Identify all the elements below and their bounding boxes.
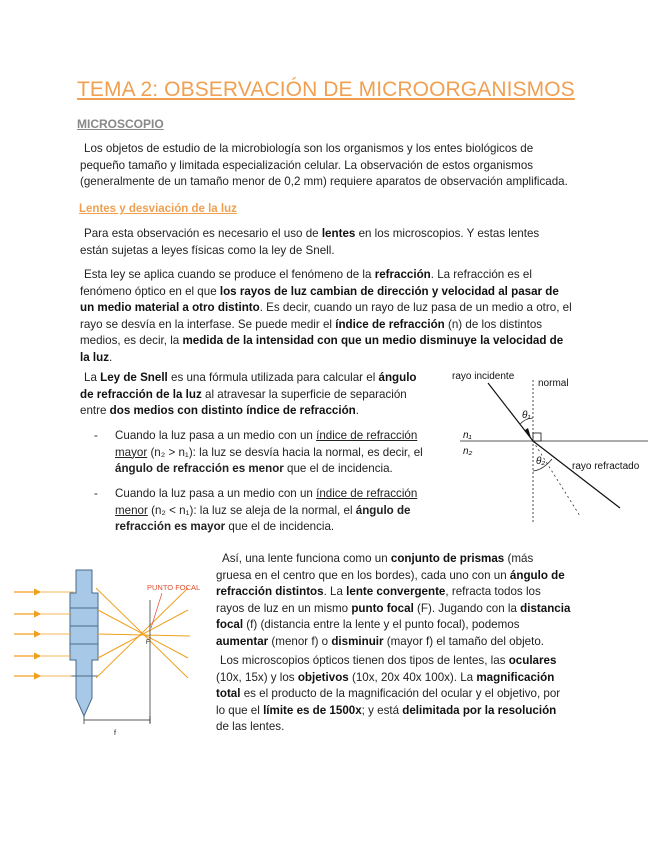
text: (mayor f) el tamaño del objeto. — [383, 634, 544, 648]
text: es el producto de la magnificación del ocular y el objetivo, por — [240, 687, 561, 700]
text: distancia — [520, 601, 571, 615]
text: ángulo — [378, 371, 417, 384]
list-item — [94, 428, 435, 478]
text: los rayos de luz cambian de dirección y velocidad al pasar de — [219, 284, 559, 298]
text: ángulo de refracción es menor — [115, 462, 284, 475]
text: que el de incidencia. — [225, 520, 335, 533]
label-theta1: θ₁ — [522, 410, 531, 421]
text: de refracción de la luz — [80, 387, 202, 401]
label-refracted: rayo refractado — [572, 461, 640, 472]
text: índice de refracción — [335, 317, 445, 331]
text: . La refracción es el — [430, 268, 532, 281]
text: lo que el — [216, 703, 264, 717]
text: que el de incidencia. — [283, 462, 393, 475]
snell-diagram — [440, 368, 655, 528]
text: (más — [504, 552, 534, 565]
section-heading: MICROSCOPIO — [77, 117, 164, 131]
text: Para esta observación es necesario el uso de — [84, 227, 322, 240]
label-n2: n₂ — [463, 446, 473, 457]
text: . La — [323, 585, 347, 598]
label-F: F — [146, 640, 150, 646]
text: Cuando la luz pasa a un medio con un — [115, 487, 317, 500]
text: mayor — [115, 445, 148, 459]
text: , refracta todos los — [445, 585, 541, 598]
text: Los microscopios ópticos tienen dos tipos de lentes, las — [220, 654, 509, 667]
text: Esta ley se aplica cuando se produce el fenómeno de la — [84, 268, 375, 281]
text: La — [84, 371, 101, 384]
paragraph-snell — [80, 370, 430, 420]
text: conjunto de prismas — [390, 552, 505, 565]
text: oculares — [508, 654, 557, 667]
text: (f) (distancia entre la lente y el punto focal), podemos — [243, 618, 520, 631]
text: medios, es decir, la — [80, 334, 183, 347]
text: (n₂ < n₁): la luz se aleja de la normal, el — [147, 503, 356, 517]
text: total — [216, 687, 241, 700]
text: lentes — [321, 227, 356, 240]
text: (10x, 20x 40x 100x). La — [348, 670, 477, 684]
text: es una fórmula utilizada para calcular el — [167, 371, 379, 384]
list-item — [94, 486, 435, 536]
text: dos medios con distinto índice de refracción — [109, 404, 356, 417]
text: (n) de los distintos — [444, 317, 543, 331]
right-angle-mark — [533, 433, 541, 441]
text: ángulo de — [509, 568, 565, 582]
text: índice de refracción — [316, 429, 418, 442]
text: un medio material a otro distinto — [80, 301, 260, 314]
text: la luz — [80, 350, 109, 364]
text: ; y está — [361, 703, 403, 717]
intro-line: (generalmente de un tamaño menor de 0,2 mm) requiere aparatos de observación amplificada. — [80, 175, 568, 188]
text: delimitada por la resolución — [402, 703, 557, 717]
text: gruesa en el centro que en los bordes), cada uno con un — [216, 568, 510, 582]
page-title: TEMA 2: OBSERVACIÓN DE MICROORGANISMOS — [77, 78, 575, 101]
focal-pointer — [151, 593, 162, 628]
label-theta2: θ₂ — [536, 456, 546, 467]
text: focal — [216, 618, 244, 631]
text: índice de refracción — [316, 487, 418, 500]
text: límite es de 1500x — [263, 703, 362, 717]
text: en los microscopios. Y estas lentes — [355, 227, 540, 240]
text: refracción — [374, 268, 431, 281]
text: están sujetas a leyes físicas como la ley de Snell. — [80, 243, 335, 257]
text: (10x, 15x) y los — [216, 670, 298, 684]
text: aumentar — [216, 634, 269, 648]
bullet-dash: - — [94, 429, 98, 442]
text: refracción es mayor — [115, 520, 226, 533]
label-focal-point: PUNTO FOCAL — [147, 583, 201, 592]
paragraph-microscopes — [216, 653, 636, 736]
label-f: f — [114, 730, 116, 737]
extension-line — [533, 441, 580, 516]
text: (n₂ > n₁): la luz se desvía hacia la normal, es decir, el — [147, 445, 423, 459]
paragraph-refraction — [80, 267, 580, 366]
text: fenómeno óptico en el que — [80, 284, 220, 298]
lens-shape — [70, 570, 98, 716]
paragraph-lens — [216, 551, 636, 650]
text: menor — [115, 503, 148, 517]
subsection-heading: Lentes y desviación de la luz — [79, 203, 237, 215]
text: . — [109, 350, 113, 364]
label-incident: rayo incidente — [452, 371, 515, 382]
text: de las lentes — [216, 720, 282, 733]
text: entre — [80, 404, 110, 417]
text: magnificación — [476, 670, 555, 684]
text: rayo se desvía en la interfase. Se puede medir el — [80, 317, 336, 331]
text: punto focal — [351, 601, 414, 615]
text: . — [281, 720, 285, 733]
text: (F). Jugando con la — [413, 601, 521, 615]
text: medida de la intensidad con que un medio disminuye la velocidad de — [182, 334, 564, 347]
text: Así, una lente funciona como un — [222, 552, 391, 565]
text: lente convergente — [346, 585, 446, 598]
text: . Es decir, cuando un rayo de luz pasa de un medio a otro, el — [259, 301, 572, 314]
text: refracción distintos — [216, 585, 324, 598]
label-n1: n₁ — [463, 430, 472, 441]
arrow-head — [525, 428, 531, 438]
bullet-dash: - — [94, 487, 98, 500]
refracted-ray — [533, 441, 620, 508]
intro-paragraph — [80, 141, 580, 191]
intro-line: pequeño tamaño y limitada especialización celular. La observación de estos organismos — [80, 158, 534, 172]
text: ángulo de — [355, 503, 411, 517]
text: rayos de luz en un mismo — [216, 601, 352, 615]
paragraph-lenses — [80, 226, 580, 259]
text: Ley de Snell — [100, 371, 168, 384]
text: al atravesar la superficie de separación — [201, 387, 407, 401]
text: disminuir — [331, 634, 384, 648]
text: (menor f) o — [268, 634, 332, 648]
text: . — [355, 404, 359, 417]
lens-diagram — [12, 548, 212, 738]
intro-line: Los objetos de estudio de la microbiología son los organismos y los entes biológicos de — [84, 142, 534, 155]
label-normal: normal — [538, 378, 569, 389]
text: objetivos — [297, 670, 349, 684]
text: Cuando la luz pasa a un medio con un — [115, 429, 317, 442]
